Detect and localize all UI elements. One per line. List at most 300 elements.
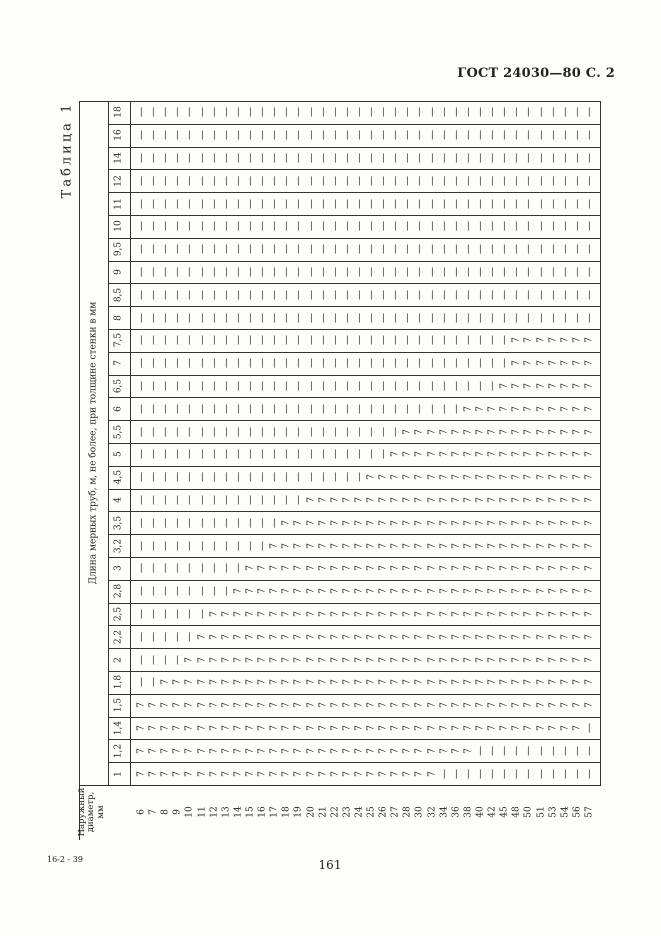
dash-cell: — [571,244,583,255]
thickness-header: 6,5 [113,378,124,394]
dash-cell: — [475,244,487,255]
length-value: 7 [402,770,413,777]
length-value: 7 [475,451,486,458]
dash-cell: — [257,472,269,483]
dash-cell: — [584,267,595,277]
length-value: 7 [511,451,522,458]
dash-cell: — [257,244,269,255]
dash-cell: — [353,267,365,277]
length-value: 7 [427,633,438,640]
length-value: 7 [439,633,450,640]
dash-cell: — [511,244,523,255]
length-value: 7 [414,474,425,481]
length-value: 7 [572,405,583,412]
length-value: 7 [487,679,498,686]
length-value: 7 [560,611,571,617]
dash-cell: — [220,540,232,551]
dash-cell: — [184,289,196,300]
length-value: 7 [523,702,534,709]
length-value: 7 [414,451,425,458]
dash-cell: — [208,335,220,346]
length-value: 7 [184,702,195,709]
length-value: 7 [318,565,329,572]
length-value: 7 [439,725,450,731]
length-value: 7 [160,770,171,777]
dash-cell: — [136,289,147,300]
length-value: 7 [402,611,413,617]
length-value: 7 [306,542,316,549]
length-value: 7 [499,633,510,640]
length-value: 7 [451,725,462,731]
diameter-value: 54 [560,806,571,818]
table-rule [108,261,600,262]
dash-cell: — [366,312,378,323]
dash-cell: — [172,175,184,186]
dash-cell: — [196,563,208,574]
diameter-value: 53 [548,806,559,818]
dash-cell: — [341,312,353,323]
length-value: 7 [536,428,547,435]
length-value: 7 [487,611,498,617]
length-value: 7 [366,770,377,777]
length-value: 7 [414,725,425,731]
length-value: 7 [584,474,595,481]
length-value: 7 [281,611,292,617]
length-value: 7 [511,611,522,617]
length-value: 7 [536,360,547,367]
length-value: 7 [523,497,534,503]
dash-cell: — [208,449,220,460]
length-value: 7 [330,497,341,503]
dash-cell: — [366,358,378,369]
length-value: 7 [366,519,377,526]
thickness-header: 9 [113,269,124,275]
table-rule [108,215,600,216]
dash-cell: — [438,221,450,232]
dash-cell: — [426,403,438,414]
length-value: 7 [233,770,244,777]
dash-cell: — [244,426,256,437]
dash-cell: — [462,768,474,779]
length-value: 7 [523,679,534,686]
dash-cell: — [136,472,147,483]
length-value: 7 [148,702,159,709]
length-value: 7 [487,428,498,435]
dash-cell: — [402,244,414,255]
dash-cell: — [184,153,196,163]
dash-cell: — [559,289,571,300]
length-value: 7 [548,474,559,481]
length-value: 7 [281,542,292,549]
dash-cell: — [257,107,269,118]
length-value: 7 [463,633,474,640]
dash-cell: — [559,267,571,277]
length-value: 7 [390,519,401,526]
length-value: 7 [463,542,474,549]
length-value: 7 [439,588,450,595]
diameter-value: 30 [414,806,425,818]
dash-cell: — [402,403,414,414]
dash-cell: — [487,289,499,300]
table-rule [79,101,601,102]
dash-cell: — [366,198,378,209]
length-value: 7 [451,428,462,435]
length-value: 7 [560,679,571,686]
dash-cell: — [220,267,232,277]
dash-cell: — [269,312,281,323]
dash-cell: — [196,267,208,277]
dash-cell: — [390,221,402,232]
dash-cell: — [450,221,462,232]
dash-cell: — [196,198,208,209]
length-value: 7 [378,633,389,640]
dash-cell: — [438,153,450,163]
dash-cell: — [450,153,462,163]
dash-cell: — [244,403,256,414]
dash-cell: — [148,244,160,255]
dash-cell: — [148,426,160,437]
dash-cell: — [487,768,499,779]
length-value: 7 [536,451,547,458]
dash-cell: — [450,267,462,277]
length-value: 7 [172,725,183,731]
dash-cell: — [208,244,220,255]
length-value: 7 [439,519,450,526]
dash-cell: — [584,768,595,779]
dash-cell: — [208,312,220,323]
length-value: 7 [560,337,571,344]
length-value: 7 [293,770,304,777]
length-value: 7 [475,428,486,435]
length-value: 7 [402,497,413,503]
length-value: 7 [536,497,547,503]
length-value: 7 [475,656,486,663]
diameter-value: 8 [160,809,171,815]
length-value: 7 [548,542,559,549]
length-value: 7 [293,656,304,663]
dash-cell: — [438,381,450,391]
dash-cell: — [281,175,293,186]
dash-cell: — [353,312,365,323]
length-value: 7 [427,679,438,686]
dash-cell: — [438,312,450,323]
length-value: 7 [342,542,353,549]
length-value: 7 [560,451,571,458]
dash-cell: — [257,449,269,460]
dash-cell: — [148,540,160,551]
length-value: 7 [475,679,486,686]
length-value: 7 [439,565,450,572]
table-rule [108,352,600,353]
dash-cell: — [487,745,499,756]
diameter-value: 45 [499,806,510,818]
length-value: 7 [451,474,462,481]
dash-cell: — [269,426,281,437]
dash-cell: — [511,107,523,118]
length-value: 7 [536,702,547,709]
length-value: 7 [390,656,401,663]
length-value: 7 [281,656,292,663]
dash-cell: — [269,221,281,232]
table-rule [108,489,600,490]
dash-cell: — [450,198,462,209]
dash-cell: — [136,631,147,642]
length-value: 7 [463,611,474,617]
dash-cell: — [462,107,474,118]
dash-cell: — [172,335,184,346]
dash-cell: — [426,153,438,163]
diameter-value: 36 [451,806,462,818]
diameter-value: 12 [209,806,220,818]
length-value: 7 [572,497,583,503]
dash-cell: — [547,289,559,300]
length-value: 7 [536,679,547,686]
length-value: 7 [318,679,329,686]
length-value: 7 [499,565,510,572]
length-value: 7 [427,702,438,709]
dash-cell: — [329,381,341,391]
dash-cell: — [559,768,571,779]
dash-cell: — [196,244,208,255]
diameter-value: 14 [233,806,244,818]
length-value: 7 [536,656,547,663]
dash-cell: — [148,586,160,597]
length-value: 7 [318,702,329,709]
dash-cell: — [136,153,147,163]
length-value: 7 [536,542,547,549]
table-label: Таблица 1 [59,101,75,199]
dash-cell: — [208,381,220,391]
dash-cell: — [136,426,147,437]
dash-cell: — [584,107,595,118]
length-value: 7 [197,747,208,754]
dash-cell: — [438,768,450,779]
length-value: 7 [499,383,510,389]
dash-cell: — [148,403,160,414]
length-value: 7 [499,725,510,731]
length-value: 7 [209,656,220,663]
length-value: 7 [560,725,571,731]
dash-cell: — [414,335,426,346]
dash-cell: — [305,472,317,483]
dash-cell: — [208,540,220,551]
dash-cell: — [402,358,414,369]
dash-cell: — [499,130,511,141]
dash-cell: — [293,426,305,437]
dash-cell: — [366,107,378,118]
length-value: 7 [463,405,474,412]
table-rule [108,739,600,740]
dash-cell: — [353,244,365,255]
length-value: 7 [281,633,292,640]
table-rule [108,466,600,467]
length-value: 7 [233,633,244,640]
length-value: 7 [330,656,341,663]
length-value: 7 [245,679,256,686]
length-value: 7 [548,428,559,435]
length-value: 7 [330,747,341,754]
dash-cell: — [547,745,559,756]
footer-code: 16-2 - 39 [47,855,83,864]
length-value: 7 [439,497,450,503]
length-value: 7 [511,633,522,640]
length-value: 7 [499,405,510,412]
table-rule [108,124,600,125]
length-value: 7 [451,702,462,709]
dash-cell: — [414,403,426,414]
dash-cell: — [414,175,426,186]
dash-cell: — [220,153,232,163]
length-value: 7 [269,565,280,572]
length-value: 7 [318,633,329,640]
dash-cell: — [402,335,414,346]
length-value: 7 [366,679,377,686]
length-value: 7 [487,519,498,526]
length-value: 7 [499,519,510,526]
dash-cell: — [450,768,462,779]
dash-cell: — [523,289,535,300]
dash-cell: — [160,540,172,551]
thickness-header: 4,5 [113,470,124,485]
length-value: 7 [197,725,208,731]
dash-cell: — [269,449,281,460]
length-value: 7 [378,474,389,481]
length-value: 7 [245,611,256,617]
dash-cell: — [196,472,208,483]
dash-cell: — [220,472,232,483]
dash-cell: — [414,153,426,163]
dash-cell: — [293,107,305,118]
length-value: 7 [293,702,304,709]
dash-cell: — [584,745,595,756]
length-value: 7 [584,519,595,526]
length-value: 7 [560,633,571,640]
length-value: 7 [342,725,353,731]
table-rule [108,694,600,695]
dash-cell: — [584,175,595,186]
dash-cell: — [341,358,353,369]
length-value: 7 [318,725,329,731]
length-value: 7 [281,725,292,731]
dash-cell: — [390,130,402,141]
length-value: 7 [354,747,365,754]
dash-cell: — [402,175,414,186]
diameter-value: 10 [184,806,195,818]
dash-cell: — [148,289,160,300]
length-value: 7 [281,747,292,754]
length-value: 7 [378,519,389,526]
dash-cell: — [390,175,402,186]
dash-cell: — [257,175,269,186]
dash-cell: — [257,495,269,505]
length-value: 7 [414,588,425,595]
dash-cell: — [584,198,595,209]
dash-cell: — [353,358,365,369]
length-value: 7 [390,588,401,595]
dash-cell: — [281,198,293,209]
dash-cell: — [196,175,208,186]
length-value: 7 [536,633,547,640]
length-value: 7 [233,588,244,595]
length-value: 7 [318,542,329,549]
length-value: 7 [281,770,292,777]
dash-cell: — [257,312,269,323]
dash-cell: — [499,175,511,186]
length-value: 7 [475,725,486,731]
dash-cell: — [244,153,256,163]
length-value: 7 [487,633,498,640]
dash-cell: — [341,221,353,232]
thickness-header: 8,5 [113,287,124,302]
dash-cell: — [475,198,487,209]
length-value: 7 [427,497,438,503]
dash-cell: — [450,130,462,141]
dash-cell: — [378,244,390,255]
length-value: 7 [378,542,389,549]
dash-cell: — [414,381,426,391]
dash-cell: — [160,221,172,232]
dash-cell: — [559,221,571,232]
dash-cell: — [196,517,208,528]
length-value: 7 [548,702,559,709]
dash-cell: — [462,289,474,300]
length-value: 7 [499,702,510,709]
dash-cell: — [148,381,160,391]
dash-cell: — [148,198,160,209]
dash-cell: — [220,107,232,118]
length-value: 7 [427,474,438,481]
dash-cell: — [244,540,256,551]
dash-cell: — [378,403,390,414]
dash-cell: — [426,335,438,346]
dash-cell: — [329,312,341,323]
diameter-value: 19 [293,806,304,818]
length-value: 7 [414,428,425,435]
dash-cell: — [378,153,390,163]
length-value: 7 [511,428,522,435]
dash-cell: — [281,153,293,163]
length-value: 7 [354,656,365,663]
dash-cell: — [390,244,402,255]
dash-cell: — [244,449,256,460]
dash-cell: — [148,631,160,642]
dash-cell: — [378,426,390,437]
dash-cell: — [281,403,293,414]
length-value: 7 [245,565,256,572]
length-value: 7 [548,588,559,595]
dash-cell: — [414,107,426,118]
dash-cell: — [305,358,317,369]
dash-cell: — [475,153,487,163]
dash-cell: — [523,153,535,163]
dash-cell: — [317,244,329,255]
dash-cell: — [317,381,329,391]
dash-cell: — [281,358,293,369]
dash-cell: — [438,403,450,414]
dash-cell: — [196,426,208,437]
dash-cell: — [220,517,232,528]
length-value: 7 [499,588,510,595]
dash-cell: — [160,267,172,277]
length-value: 7 [487,725,498,731]
dash-cell: — [584,312,595,323]
length-value: 7 [584,702,595,709]
length-value: 7 [451,747,462,754]
dash-cell: — [269,289,281,300]
dash-cell: — [559,244,571,255]
dash-cell: — [426,221,438,232]
diameter-value: 25 [366,806,377,818]
